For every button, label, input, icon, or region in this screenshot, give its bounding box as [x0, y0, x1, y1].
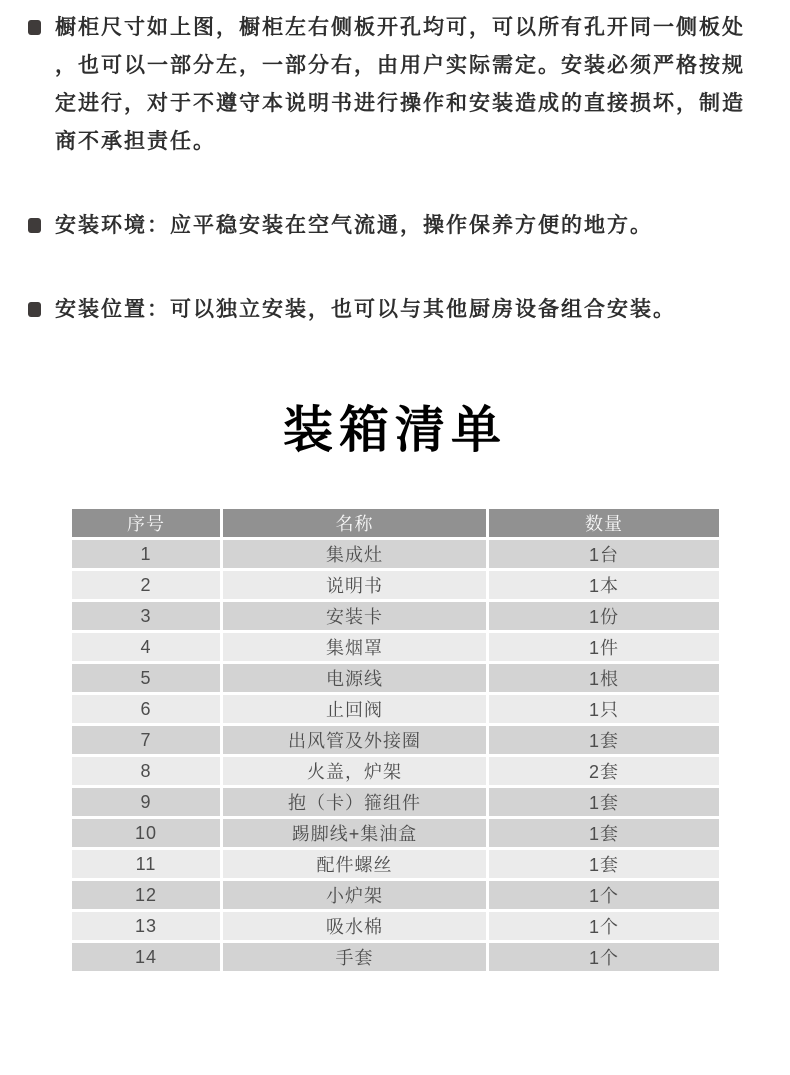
cell-name: 出风管及外接圈	[223, 726, 486, 754]
cell-index: 7	[72, 726, 220, 754]
cell-index: 8	[72, 757, 220, 785]
table-row	[72, 664, 719, 692]
table-row	[72, 757, 719, 785]
install-environment-note: 安装环境：应平稳安装在空气流通，操作保养方便的地方。	[55, 214, 653, 237]
cell-name: 集烟罩	[223, 633, 486, 661]
list-item	[28, 9, 756, 161]
table-header-row	[72, 509, 719, 537]
page-title: 装箱清单	[283, 402, 507, 458]
cell-name: 手套	[223, 943, 486, 971]
cell-quantity: 1套	[489, 788, 719, 816]
cell-index: 12	[72, 881, 220, 909]
bullet-square-icon	[28, 218, 41, 233]
cell-quantity: 1根	[489, 664, 719, 692]
cell-quantity: 1套	[489, 850, 719, 878]
table-row	[72, 850, 719, 878]
cell-index: 2	[72, 571, 220, 599]
cell-quantity: 1套	[489, 726, 719, 754]
install-position-note: 安装位置：可以独立安装，也可以与其他厨房设备组合安装。	[55, 298, 676, 321]
bullet-square-icon	[28, 20, 41, 35]
instruction-list	[0, 0, 790, 329]
cabinet-dimensions-note: 橱柜尺寸如上图，橱柜左右侧板开孔均可，可以所有孔开同一侧板处，也可以一部分左，一部分右，由用户实际需定。安装必须严格按规定进行，对于不遵守本说明书进行操作和安装造成的直接损坏，制造商不承担责任。	[55, 16, 745, 153]
column-header-quantity: 数量	[489, 509, 719, 537]
table-row	[72, 943, 719, 971]
table-row	[72, 540, 719, 568]
cell-quantity: 2套	[489, 757, 719, 785]
cell-quantity: 1套	[489, 819, 719, 847]
cell-index: 10	[72, 819, 220, 847]
column-header-name: 名称	[223, 509, 486, 537]
table-row	[72, 788, 719, 816]
table-row	[72, 602, 719, 630]
cell-index: 9	[72, 788, 220, 816]
cell-name: 集成灶	[223, 540, 486, 568]
cell-quantity: 1个	[489, 912, 719, 940]
cell-name: 抱（卡）箍组件	[223, 788, 486, 816]
cell-index: 5	[72, 664, 220, 692]
cell-index: 11	[72, 850, 220, 878]
cell-quantity: 1个	[489, 881, 719, 909]
cell-quantity: 1本	[489, 571, 719, 599]
cell-name: 踢脚线+集油盒	[223, 819, 486, 847]
cell-index: 14	[72, 943, 220, 971]
cell-name: 火盖，炉架	[223, 757, 486, 785]
table-row	[72, 695, 719, 723]
table-row	[72, 819, 719, 847]
cell-index: 3	[72, 602, 220, 630]
list-item	[28, 291, 756, 329]
cell-quantity: 1只	[489, 695, 719, 723]
cell-index: 1	[72, 540, 220, 568]
cell-quantity: 1台	[489, 540, 719, 568]
cell-index: 4	[72, 633, 220, 661]
cell-index: 6	[72, 695, 220, 723]
table-row	[72, 633, 719, 661]
packing-list-table	[69, 506, 722, 974]
cell-name: 吸水棉	[223, 912, 486, 940]
cell-name: 配件螺丝	[223, 850, 486, 878]
table-row	[72, 571, 719, 599]
cell-name: 小炉架	[223, 881, 486, 909]
bullet-square-icon	[28, 302, 41, 317]
table-row	[72, 881, 719, 909]
cell-quantity: 1件	[489, 633, 719, 661]
cell-name: 止回阀	[223, 695, 486, 723]
list-item	[28, 207, 756, 245]
table-row	[72, 726, 719, 754]
cell-name: 说明书	[223, 571, 486, 599]
cell-name: 电源线	[223, 664, 486, 692]
column-header-index: 序号	[72, 509, 220, 537]
cell-quantity: 1份	[489, 602, 719, 630]
table-row	[72, 912, 719, 940]
cell-name: 安装卡	[223, 602, 486, 630]
cell-quantity: 1个	[489, 943, 719, 971]
cell-index: 13	[72, 912, 220, 940]
